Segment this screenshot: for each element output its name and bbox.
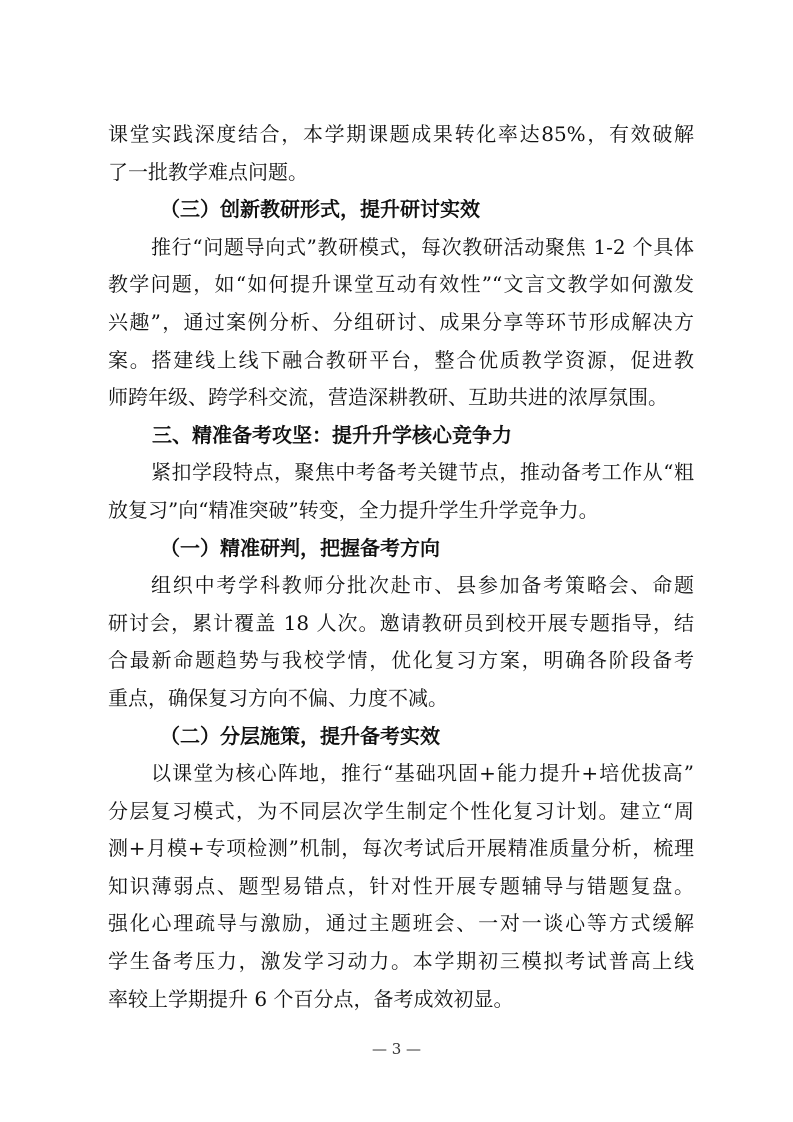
text-line: 分层复习模式，为不同层次学生制定个性化复习计划。建立“周	[108, 798, 694, 823]
paragraph	[108, 755, 694, 1018]
text-line: 兴趣”，通过案例分析、分组研讨、成果分享等环节形成解决方	[108, 309, 694, 334]
subsection-heading: （二）分层施策，提升备考实效	[160, 723, 440, 748]
text-line: 紧扣学段特点，聚焦中考备考关键节点，推动备考工作从“粗	[151, 460, 694, 485]
text-line: 测+月模+专项检测”机制，每次考试后开展精准质量分析，梳理	[108, 836, 694, 861]
text-line: 重点，确保复习方向不偏、力度不减。	[108, 685, 448, 710]
text-line: 知识薄弱点、题型易错点，针对性开展专题辅导与错题复盘。	[108, 873, 694, 898]
text-line: 以课堂为核心阵地，推行“基础巩固+能力提升+培优拔高”	[151, 761, 694, 786]
subsection-heading: （三）创新教研形式，提升研讨实效	[160, 197, 480, 222]
text-line: 案。搭建线上线下融合教研平台，整合优质教学资源，促进教	[108, 347, 694, 372]
text-line: 强化心理疏导与激励，通过主题班会、一对一谈心等方式缓解	[108, 911, 694, 936]
text-line: 研讨会，累计覆盖 18 人次。邀请教研员到校开展专题指导，结	[108, 610, 694, 635]
text-line: 组织中考学科教师分批次赴市、县参加备考策略会、命题	[151, 573, 694, 598]
text-line: 放复习”向“精准突破”转变，全力提升学生升学竞争力。	[108, 497, 599, 522]
subsection-heading: （一）精准研判，把握备考方向	[160, 535, 440, 560]
section-heading: 三、精准备考攻坚：提升升学核心竞争力	[152, 422, 512, 447]
text-line: 教学问题，如“如何提升课堂互动有效性”“文言文教学如何激发	[108, 272, 694, 297]
text-line: 学生备考压力，激发学习动力。本学期初三模拟考试普高上线	[108, 949, 694, 974]
text-line: 师跨年级、跨学科交流，营造深耕教研、互助共进的浓厚氛围。	[108, 385, 668, 410]
page-number: — 3 —	[371, 1040, 422, 1058]
paragraph	[108, 116, 694, 191]
document-body	[108, 116, 694, 1018]
text-line: 课堂实践深度结合，本学期课题成果转化率达85%，有效破解	[108, 122, 694, 146]
text-line: 合最新命题趋势与我校学情，优化复习方案，明确各阶段备考	[108, 648, 694, 673]
text-line: 率较上学期提升 6 个百分点，备考成效初显。	[108, 986, 514, 1011]
text-line: 了一批教学难点问题。	[108, 159, 308, 184]
text-line: 推行“问题导向式”教研模式，每次教研活动聚焦 1-2 个具体	[151, 234, 694, 259]
paragraph	[108, 567, 694, 717]
paragraph	[108, 454, 694, 529]
paragraph	[108, 229, 694, 417]
